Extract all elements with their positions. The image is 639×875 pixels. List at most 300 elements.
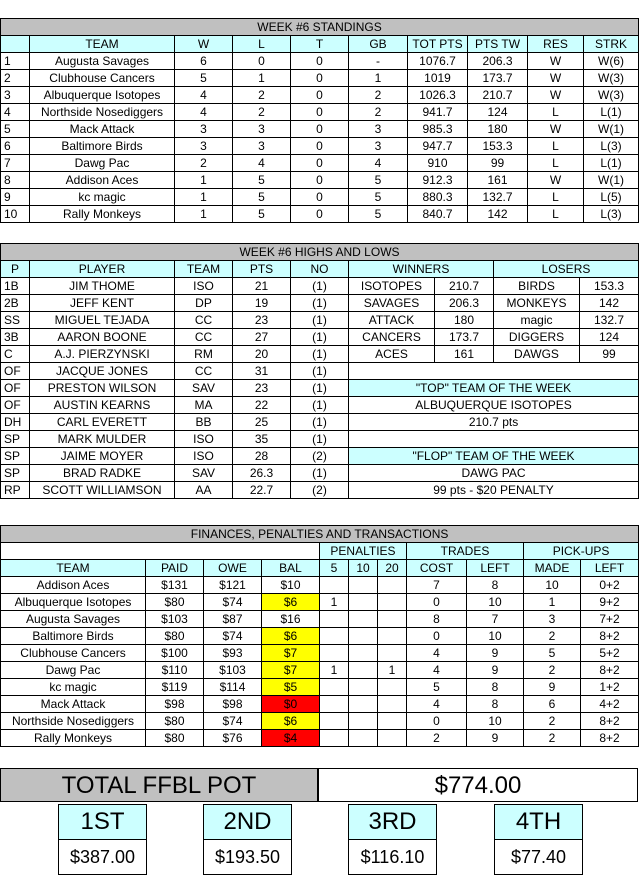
winner-team: ATTACK	[349, 312, 435, 329]
table-cell	[349, 645, 378, 662]
table-cell: $4	[262, 730, 320, 747]
table-cell: 4+2	[581, 696, 639, 713]
table-cell	[320, 696, 349, 713]
top-team-name: ALBUQUERQUE ISOTOPES	[349, 397, 639, 414]
finances-col-header: COST	[407, 560, 467, 577]
table-cell: Dawg Pac	[1, 662, 146, 679]
table-row	[1, 380, 639, 397]
table-cell: 880.3	[408, 189, 468, 206]
table-cell: 10	[1, 206, 30, 223]
table-cell: 8	[467, 696, 524, 713]
table-cell	[320, 713, 349, 730]
table-cell: 99	[468, 155, 528, 172]
table-cell: $114	[204, 679, 262, 696]
finances-col-header: 10	[349, 560, 378, 577]
table-cell: 2	[233, 87, 291, 104]
table-cell: ISO	[175, 278, 233, 295]
place-label: 3RD	[348, 804, 437, 840]
table-cell: Rally Monkeys	[30, 206, 175, 223]
table-cell	[320, 577, 349, 594]
standings-col-header: W	[175, 36, 233, 53]
table-cell: W(3)	[584, 70, 639, 87]
table-cell: $80	[146, 594, 204, 611]
table-row	[1, 104, 639, 121]
table-cell: 2	[349, 87, 408, 104]
table-row	[1, 611, 639, 628]
highs-col-header: PTS	[233, 261, 291, 278]
table-cell: L(5)	[584, 189, 639, 206]
table-cell: 3	[349, 138, 408, 155]
table-cell: 0	[291, 87, 349, 104]
table-cell: $0	[262, 696, 320, 713]
table-cell	[320, 730, 349, 747]
table-cell: 8+2	[581, 730, 639, 747]
table-cell: 1+2	[581, 679, 639, 696]
table-cell: 1	[378, 662, 407, 679]
table-cell: $16	[262, 611, 320, 628]
table-cell: 5	[407, 679, 467, 696]
table-cell	[378, 577, 407, 594]
table-row	[1, 363, 639, 380]
table-cell: 26.3	[233, 465, 291, 482]
table-cell	[378, 730, 407, 747]
table-cell: 5+2	[581, 645, 639, 662]
table-cell: RM	[175, 346, 233, 363]
table-row	[1, 696, 639, 713]
standings-header-row	[1, 36, 639, 53]
table-row	[1, 713, 639, 730]
table-cell: 1019	[408, 70, 468, 87]
table-cell: (1)	[291, 380, 349, 397]
place-fourth	[494, 804, 583, 875]
winner-pts: 161	[435, 346, 494, 363]
table-row	[1, 431, 639, 448]
spacer-cell	[349, 431, 639, 448]
table-cell: 9	[467, 730, 524, 747]
table-cell: 7	[467, 611, 524, 628]
table-cell: 5	[175, 70, 233, 87]
table-cell: (1)	[291, 465, 349, 482]
table-cell: JACQUE JONES	[30, 363, 175, 380]
table-cell: CC	[175, 329, 233, 346]
table-cell: Augusta Savages	[30, 53, 175, 70]
table-cell: 161	[468, 172, 528, 189]
table-cell: 4	[407, 662, 467, 679]
table-cell: 2	[407, 730, 467, 747]
table-cell: BRAD RADKE	[30, 465, 175, 482]
table-cell: C	[1, 346, 30, 363]
finances-title: FINANCES, PENALTIES AND TRANSACTIONS	[1, 526, 639, 543]
table-cell	[378, 611, 407, 628]
table-cell: 10	[524, 577, 581, 594]
table-cell: 840.7	[408, 206, 468, 223]
table-cell: 3	[175, 121, 233, 138]
table-row	[1, 138, 639, 155]
table-row	[1, 295, 639, 312]
table-cell: JAIME MOYER	[30, 448, 175, 465]
table-cell: $74	[204, 628, 262, 645]
table-cell: (2)	[291, 482, 349, 499]
table-cell: 0	[233, 53, 291, 70]
table-row	[1, 465, 639, 482]
table-cell: (1)	[291, 363, 349, 380]
loser-team: DAWGS	[494, 346, 580, 363]
table-cell: AUSTIN KEARNS	[30, 397, 175, 414]
table-cell: 2	[524, 713, 581, 730]
loser-team: magic	[494, 312, 580, 329]
table-cell: 5	[524, 645, 581, 662]
table-cell: (1)	[291, 414, 349, 431]
table-cell: SS	[1, 312, 30, 329]
table-row	[1, 87, 639, 104]
standings-col-header: RES	[528, 36, 584, 53]
table-cell: 210.7	[468, 87, 528, 104]
table-cell: 27	[233, 329, 291, 346]
table-cell: 153.3	[468, 138, 528, 155]
table-cell: 4	[233, 155, 291, 172]
table-cell: 28	[233, 448, 291, 465]
table-cell: $6	[262, 594, 320, 611]
table-cell: OF	[1, 397, 30, 414]
table-cell: 19	[233, 295, 291, 312]
table-cell: $93	[204, 645, 262, 662]
loser-team: DIGGERS	[494, 329, 580, 346]
table-cell: 2	[175, 155, 233, 172]
table-cell: 0	[407, 628, 467, 645]
table-cell: W(1)	[584, 121, 639, 138]
table-cell: Northside Nosediggers	[1, 713, 146, 730]
table-cell: $87	[204, 611, 262, 628]
table-cell	[320, 679, 349, 696]
table-cell: W	[528, 121, 584, 138]
winner-team: SAVAGES	[349, 295, 435, 312]
table-cell: (1)	[291, 397, 349, 414]
table-cell: 8	[1, 172, 30, 189]
table-cell: $131	[146, 577, 204, 594]
table-cell: BB	[175, 414, 233, 431]
table-cell	[378, 628, 407, 645]
finances-col-header: PAID	[146, 560, 204, 577]
table-cell	[349, 713, 378, 730]
table-row	[1, 53, 639, 70]
table-cell	[378, 645, 407, 662]
table-cell: 7	[407, 577, 467, 594]
table-cell: Addison Aces	[30, 172, 175, 189]
table-cell	[349, 679, 378, 696]
table-cell: 1	[175, 206, 233, 223]
table-cell: A.J. PIERZYNSKI	[30, 346, 175, 363]
table-cell: 5	[349, 172, 408, 189]
table-cell: AA	[175, 482, 233, 499]
finances-col-header: LEFT	[467, 560, 524, 577]
finances-section	[0, 525, 638, 747]
winner-team: CANCERS	[349, 329, 435, 346]
loser-pts: 99	[580, 346, 639, 363]
table-cell: 2	[1, 70, 30, 87]
table-row	[1, 278, 639, 295]
table-cell: 5	[349, 206, 408, 223]
table-cell: $80	[146, 730, 204, 747]
table-row	[1, 206, 639, 223]
table-cell: $5	[262, 679, 320, 696]
table-cell: 0+2	[581, 577, 639, 594]
standings-col-header: T	[291, 36, 349, 53]
loser-pts: 153.3	[580, 278, 639, 295]
table-cell: 8	[467, 577, 524, 594]
top-team-pts: 210.7 pts	[349, 414, 639, 431]
winner-pts: 180	[435, 312, 494, 329]
table-cell: 4	[1, 104, 30, 121]
table-cell: (1)	[291, 312, 349, 329]
table-cell	[349, 611, 378, 628]
finances-group-blank	[1, 543, 320, 560]
table-cell: Augusta Savages	[1, 611, 146, 628]
table-cell: W	[528, 53, 584, 70]
table-cell: W	[528, 70, 584, 87]
table-cell: 1	[320, 594, 349, 611]
table-row	[1, 645, 639, 662]
table-cell: 9	[467, 645, 524, 662]
table-cell: 132.7	[468, 189, 528, 206]
total-pot-value: $774.00	[318, 768, 638, 802]
table-cell: 5	[233, 206, 291, 223]
table-cell	[349, 628, 378, 645]
table-cell: 0	[291, 172, 349, 189]
table-cell: 910	[408, 155, 468, 172]
table-cell: 23	[233, 380, 291, 397]
table-row	[1, 448, 639, 465]
table-cell: 0	[291, 53, 349, 70]
highs-lows-section	[0, 243, 638, 499]
table-cell: Albuquerque Isotopes	[30, 87, 175, 104]
table-cell: L(1)	[584, 155, 639, 172]
table-cell	[320, 611, 349, 628]
table-row	[1, 329, 639, 346]
table-cell: 5	[233, 189, 291, 206]
place-label: 2ND	[203, 804, 292, 840]
table-cell: OF	[1, 363, 30, 380]
table-cell: SAV	[175, 465, 233, 482]
table-cell: 25	[233, 414, 291, 431]
table-cell: CC	[175, 363, 233, 380]
winner-pts: 210.7	[435, 278, 494, 295]
table-row	[1, 397, 639, 414]
table-cell: 1	[175, 172, 233, 189]
finances-col-header: MADE	[524, 560, 581, 577]
table-row	[1, 70, 639, 87]
trades-group-header: TRADES	[407, 543, 524, 560]
place-second	[203, 804, 292, 875]
standings-title: WEEK #6 STANDINGS	[1, 19, 639, 36]
table-cell: $74	[204, 713, 262, 730]
table-cell: 8	[467, 679, 524, 696]
table-cell: 912.3	[408, 172, 468, 189]
table-cell: Baltimore Birds	[1, 628, 146, 645]
table-cell: SP	[1, 431, 30, 448]
table-cell: W	[528, 87, 584, 104]
table-cell	[349, 730, 378, 747]
table-cell: PRESTON WILSON	[30, 380, 175, 397]
table-cell: L(3)	[584, 138, 639, 155]
table-cell: 4	[407, 696, 467, 713]
highs-col-header: NO	[291, 261, 349, 278]
table-cell: $98	[146, 696, 204, 713]
table-cell: OF	[1, 380, 30, 397]
table-cell: kc magic	[1, 679, 146, 696]
table-cell: $121	[204, 577, 262, 594]
table-cell: 0	[291, 155, 349, 172]
table-cell: CC	[175, 312, 233, 329]
loser-pts: 142	[580, 295, 639, 312]
winners-header: WINNERS	[349, 261, 494, 278]
table-cell: 985.3	[408, 121, 468, 138]
table-row	[1, 155, 639, 172]
table-cell: SP	[1, 448, 30, 465]
winner-pts: 173.7	[435, 329, 494, 346]
flop-team-pts: 99 pts - $20 PENALTY	[349, 482, 639, 499]
table-cell	[320, 645, 349, 662]
table-cell: 7+2	[581, 611, 639, 628]
table-cell: 8	[407, 611, 467, 628]
table-cell: Clubhouse Cancers	[30, 70, 175, 87]
standings-col-header	[1, 36, 30, 53]
table-cell: W	[528, 172, 584, 189]
table-cell: 1026.3	[408, 87, 468, 104]
table-row	[1, 730, 639, 747]
table-cell: 3	[524, 611, 581, 628]
table-cell: 6	[175, 53, 233, 70]
table-cell: 0	[291, 189, 349, 206]
winner-team: ACES	[349, 346, 435, 363]
table-row	[1, 662, 639, 679]
table-cell	[349, 577, 378, 594]
standings-table	[0, 18, 639, 223]
table-row	[1, 679, 639, 696]
table-cell: 6	[524, 696, 581, 713]
highs-col-header: TEAM	[175, 261, 233, 278]
table-cell: 0	[407, 594, 467, 611]
finances-col-header: 20	[378, 560, 407, 577]
table-cell: $100	[146, 645, 204, 662]
penalties-group-header: PENALTIES	[320, 543, 407, 560]
table-cell: 0	[291, 104, 349, 121]
table-cell: L	[528, 206, 584, 223]
table-cell: $80	[146, 628, 204, 645]
table-cell	[349, 696, 378, 713]
table-cell: 7	[1, 155, 30, 172]
table-cell: 4	[175, 87, 233, 104]
standings-col-header: TOT PTS	[408, 36, 468, 53]
table-cell: SP	[1, 465, 30, 482]
table-cell: 9	[467, 662, 524, 679]
finances-col-header: OWE	[204, 560, 262, 577]
table-cell: L	[528, 155, 584, 172]
flop-team-header: "FLOP" TEAM OF THE WEEK	[349, 448, 639, 465]
finances-header-row	[1, 560, 639, 577]
table-cell: 20	[233, 346, 291, 363]
place-amount: $116.10	[348, 840, 437, 875]
table-cell: AARON BOONE	[30, 329, 175, 346]
table-cell: 5	[349, 189, 408, 206]
table-cell: 9	[524, 679, 581, 696]
table-row	[1, 577, 639, 594]
finances-group-row	[1, 543, 639, 560]
table-cell: 9	[1, 189, 30, 206]
table-row	[1, 346, 639, 363]
table-cell: 173.7	[468, 70, 528, 87]
table-cell: 0	[407, 713, 467, 730]
table-cell: (1)	[291, 278, 349, 295]
place-first	[58, 804, 147, 875]
table-cell: $7	[262, 662, 320, 679]
table-cell: 4	[175, 104, 233, 121]
table-cell: 35	[233, 431, 291, 448]
table-cell: Rally Monkeys	[1, 730, 146, 747]
finances-col-header: BAL	[262, 560, 320, 577]
table-cell	[320, 628, 349, 645]
table-cell: DP	[175, 295, 233, 312]
table-cell: $10	[262, 577, 320, 594]
table-cell: 3	[233, 121, 291, 138]
pickups-group-header: PICK-UPS	[524, 543, 639, 560]
table-cell: 3B	[1, 329, 30, 346]
table-cell: MARK MULDER	[30, 431, 175, 448]
table-cell: $103	[146, 611, 204, 628]
table-cell: 8+2	[581, 628, 639, 645]
table-cell: $98	[204, 696, 262, 713]
table-cell	[349, 594, 378, 611]
finances-col-header: TEAM	[1, 560, 146, 577]
table-cell: 1	[175, 189, 233, 206]
table-cell: 2B	[1, 295, 30, 312]
table-cell: 31	[233, 363, 291, 380]
table-cell: 0	[291, 206, 349, 223]
finances-table	[0, 525, 639, 747]
table-cell: 1	[349, 70, 408, 87]
table-cell: SCOTT WILLIAMSON	[30, 482, 175, 499]
loser-team: MONKEYS	[494, 295, 580, 312]
table-cell: 124	[468, 104, 528, 121]
table-cell: $7	[262, 645, 320, 662]
table-cell: 2	[524, 662, 581, 679]
place-label: 4TH	[494, 804, 583, 840]
place-amount: $193.50	[203, 840, 292, 875]
table-cell: 1B	[1, 278, 30, 295]
table-cell: 1076.7	[408, 53, 468, 70]
losers-header: LOSERS	[494, 261, 639, 278]
table-cell: (1)	[291, 295, 349, 312]
table-cell	[378, 713, 407, 730]
table-cell: 3	[349, 121, 408, 138]
highs-lows-title: WEEK #6 HIGHS AND LOWS	[1, 244, 639, 261]
table-cell: L(1)	[584, 104, 639, 121]
table-cell: $103	[204, 662, 262, 679]
table-cell: 1	[233, 70, 291, 87]
table-cell: $74	[204, 594, 262, 611]
table-cell: (1)	[291, 346, 349, 363]
table-row	[1, 261, 639, 278]
finances-col-header: LEFT	[581, 560, 639, 577]
table-cell: W(1)	[584, 172, 639, 189]
table-row	[1, 482, 639, 499]
table-cell: 10	[467, 628, 524, 645]
standings-col-header: L	[233, 36, 291, 53]
table-cell: 22.7	[233, 482, 291, 499]
table-cell: 4	[407, 645, 467, 662]
table-cell: Mack Attack	[1, 696, 146, 713]
table-cell: 23	[233, 312, 291, 329]
table-cell: L	[528, 138, 584, 155]
